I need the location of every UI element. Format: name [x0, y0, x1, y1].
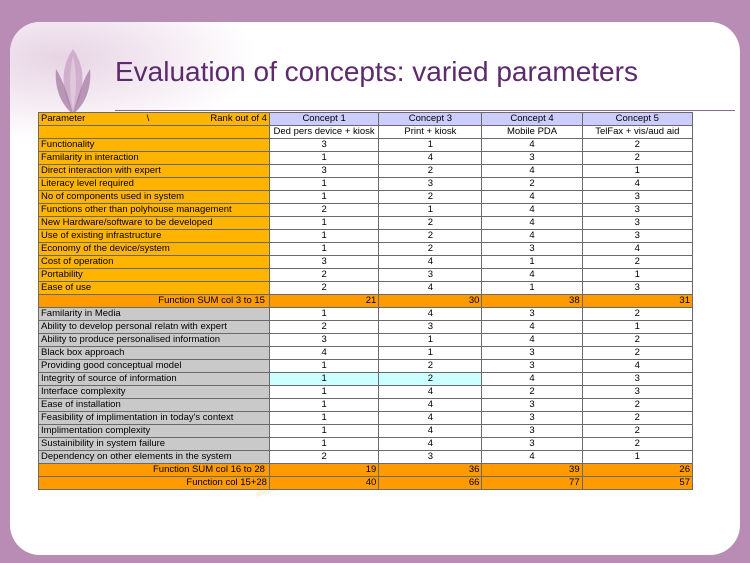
rank-value: 4: [379, 308, 482, 321]
rank-value: 2: [269, 451, 378, 464]
rank-value: 2: [582, 438, 692, 451]
table-row: [39, 256, 693, 269]
rank-value: 1: [269, 360, 378, 373]
rank-value: 2: [582, 334, 692, 347]
table-row: [39, 334, 693, 347]
table-row: [39, 230, 693, 243]
rank-value: 1: [269, 425, 378, 438]
rank-value: 2: [582, 139, 692, 152]
rank-value: 1: [379, 334, 482, 347]
rank-value: 3: [482, 360, 582, 373]
rank-value: 3: [269, 334, 378, 347]
rank-value: 1: [379, 347, 482, 360]
rank-value: 4: [482, 451, 582, 464]
rank-value: 4: [482, 230, 582, 243]
header-row-descriptions: [39, 126, 693, 139]
rank-value: 2: [269, 321, 378, 334]
rank-value: 2: [269, 282, 378, 295]
rank-value: 3: [379, 321, 482, 334]
sum-value: 26: [582, 464, 692, 477]
sum-value: 21: [269, 295, 378, 308]
table-row: [39, 412, 693, 425]
rank-value: 3: [482, 412, 582, 425]
sum-value: 30: [379, 295, 482, 308]
sum-label: Function SUM col 3 to 15: [39, 295, 270, 308]
header-slash: \: [146, 113, 150, 124]
rank-value: 3: [482, 243, 582, 256]
concept-description: TelFax + vis/aud aid: [582, 126, 692, 139]
rank-value: 3: [582, 230, 692, 243]
rank-value: 4: [582, 243, 692, 256]
concept-description: Mobile PDA: [482, 126, 582, 139]
sum-row-group-a: [39, 295, 693, 308]
rank-value: 1: [482, 282, 582, 295]
table-row: [39, 347, 693, 360]
parameter-label: Cost of operation: [39, 256, 270, 269]
rank-value: 3: [482, 425, 582, 438]
parameter-label: Direct interaction with expert: [39, 165, 270, 178]
rank-value: 3: [269, 165, 378, 178]
parameter-label: Ease of use: [39, 282, 270, 295]
rank-value: 2: [379, 191, 482, 204]
sum-value: 66: [379, 477, 482, 490]
rank-value: 1: [269, 386, 378, 399]
header-rank-label: Rank out of 4: [210, 113, 267, 124]
table-row: [39, 373, 693, 386]
table-row: [39, 386, 693, 399]
rank-value: 3: [482, 152, 582, 165]
rank-value: 4: [379, 399, 482, 412]
rank-value: 1: [582, 451, 692, 464]
rank-value: 4: [482, 204, 582, 217]
parameter-label: Familarity in interaction: [39, 152, 270, 165]
rank-value: 4: [379, 412, 482, 425]
parameter-label: Portability: [39, 269, 270, 282]
rank-value: 1: [269, 243, 378, 256]
rank-value: 4: [482, 269, 582, 282]
rank-value: 1: [269, 217, 378, 230]
table-row: [39, 321, 693, 334]
header-row-concepts: [39, 113, 693, 126]
table-row: [39, 152, 693, 165]
rank-value: 4: [379, 386, 482, 399]
slide-title: Evaluation of concepts: varied parameters: [115, 56, 638, 87]
parameter-label: Literacy level required: [39, 178, 270, 191]
header-parameter-cell: [39, 113, 270, 126]
sum-row-group-b: [39, 464, 693, 477]
rank-value: 4: [379, 256, 482, 269]
rank-value: 3: [582, 386, 692, 399]
rank-value: 4: [379, 282, 482, 295]
rank-value: 2: [379, 165, 482, 178]
parameter-label: Providing good conceptual model: [39, 360, 270, 373]
rank-value: 4: [482, 165, 582, 178]
sum-value: 40: [269, 477, 378, 490]
rank-value: 3: [379, 269, 482, 282]
rank-value: 1: [582, 321, 692, 334]
rank-value: 4: [482, 373, 582, 386]
parameter-label: Ability to produce personalised information: [39, 334, 270, 347]
rank-value: 4: [379, 152, 482, 165]
parameter-label: Implimentation complexity: [39, 425, 270, 438]
table-row: [39, 360, 693, 373]
concept-header: Concept 1: [269, 113, 378, 126]
rank-value: 2: [482, 178, 582, 191]
rank-value: 3: [582, 373, 692, 386]
rank-value: 3: [582, 191, 692, 204]
table-row: [39, 165, 693, 178]
title-divider: [115, 110, 735, 111]
table-row: [39, 282, 693, 295]
rank-value: 1: [582, 269, 692, 282]
table-row: [39, 243, 693, 256]
rank-value: 2: [379, 360, 482, 373]
rank-value: 4: [482, 321, 582, 334]
rank-value: 1: [269, 178, 378, 191]
rank-value: 4: [582, 360, 692, 373]
rank-value: 2: [379, 373, 482, 386]
rank-value: 3: [379, 178, 482, 191]
rank-value: 2: [582, 347, 692, 360]
rank-value: 2: [582, 308, 692, 321]
rank-value: 1: [269, 438, 378, 451]
rank-value: 1: [269, 308, 378, 321]
sum-label: Function col 15+28: [39, 477, 270, 490]
table-row: [39, 191, 693, 204]
rank-value: 2: [482, 386, 582, 399]
rank-value: 4: [379, 438, 482, 451]
rank-value: 4: [482, 334, 582, 347]
rank-value: 3: [582, 204, 692, 217]
rank-value: 3: [482, 438, 582, 451]
rank-value: 2: [379, 217, 482, 230]
rank-value: 4: [582, 178, 692, 191]
sum-value: 38: [482, 295, 582, 308]
rank-value: 4: [379, 425, 482, 438]
header-parameter-label: Parameter: [41, 113, 86, 124]
rank-value: 1: [269, 399, 378, 412]
rank-value: 1: [269, 152, 378, 165]
rank-value: 4: [482, 217, 582, 230]
concept-header: Concept 5: [582, 113, 692, 126]
sum-label: Function SUM col 16 to 28: [39, 464, 270, 477]
parameter-label: Familarity in Media: [39, 308, 270, 321]
rank-value: 1: [482, 256, 582, 269]
rank-value: 1: [269, 373, 378, 386]
parameter-label: Integrity of source of information: [39, 373, 270, 386]
rank-value: 3: [482, 399, 582, 412]
parameter-label: Functions other than polyhouse management: [39, 204, 270, 217]
rank-value: 2: [582, 412, 692, 425]
sum-value: 19: [269, 464, 378, 477]
parameter-label: No of components used in system: [39, 191, 270, 204]
table-row: [39, 217, 693, 230]
rank-value: 2: [582, 152, 692, 165]
parameter-label: Sustainibility in system failure: [39, 438, 270, 451]
parameter-label: Ability to develop personal relatn with expert: [39, 321, 270, 334]
concept-header: Concept 3: [379, 113, 482, 126]
parameter-label: Functionality: [39, 139, 270, 152]
parameter-label: Dependency on other elements in the system: [39, 451, 270, 464]
rank-value: 1: [269, 230, 378, 243]
parameter-label: Ease of installation: [39, 399, 270, 412]
rank-value: 2: [269, 204, 378, 217]
rank-value: 3: [582, 217, 692, 230]
sum-value: 77: [482, 477, 582, 490]
rank-value: 4: [269, 347, 378, 360]
rank-value: 2: [582, 425, 692, 438]
parameter-label: Economy of the device/system: [39, 243, 270, 256]
rank-value: 4: [482, 139, 582, 152]
parameter-label: New Hardware/software to be developed: [39, 217, 270, 230]
rank-value: 3: [582, 282, 692, 295]
sum-value: 57: [582, 477, 692, 490]
rank-value: 3: [482, 347, 582, 360]
rank-value: 4: [482, 191, 582, 204]
concept-header: Concept 4: [482, 113, 582, 126]
rank-value: 2: [379, 230, 482, 243]
rank-value: 1: [379, 139, 482, 152]
concept-description: Ded pers device + kiosk: [269, 126, 378, 139]
header-blank-cell: [39, 126, 270, 139]
table-row: [39, 451, 693, 464]
total-row: [39, 477, 693, 490]
evaluation-table: [38, 112, 693, 490]
table-row: [39, 425, 693, 438]
sum-value: 31: [582, 295, 692, 308]
table-row: [39, 178, 693, 191]
rank-value: 3: [269, 139, 378, 152]
table-row: [39, 204, 693, 217]
rank-value: 2: [582, 399, 692, 412]
rank-value: 1: [269, 412, 378, 425]
slide: [10, 22, 740, 555]
rank-value: 2: [379, 243, 482, 256]
concept-description: Print + kiosk: [379, 126, 482, 139]
table-row: [39, 269, 693, 282]
parameter-label: Feasibility of implimentation in today's context: [39, 412, 270, 425]
parameter-label: Black box approach: [39, 347, 270, 360]
rank-value: 1: [269, 191, 378, 204]
rank-value: 1: [379, 204, 482, 217]
table-row: [39, 308, 693, 321]
table-row: [39, 139, 693, 152]
rank-value: 3: [269, 256, 378, 269]
rank-value: 3: [379, 451, 482, 464]
sum-value: 36: [379, 464, 482, 477]
rank-value: 2: [269, 269, 378, 282]
parameter-label: Interface complexity: [39, 386, 270, 399]
table-row: [39, 399, 693, 412]
rank-value: 1: [582, 165, 692, 178]
rank-value: 3: [482, 308, 582, 321]
sum-value: 39: [482, 464, 582, 477]
rank-value: 2: [582, 256, 692, 269]
table-row: [39, 438, 693, 451]
parameter-label: Use of existing infrastructure: [39, 230, 270, 243]
